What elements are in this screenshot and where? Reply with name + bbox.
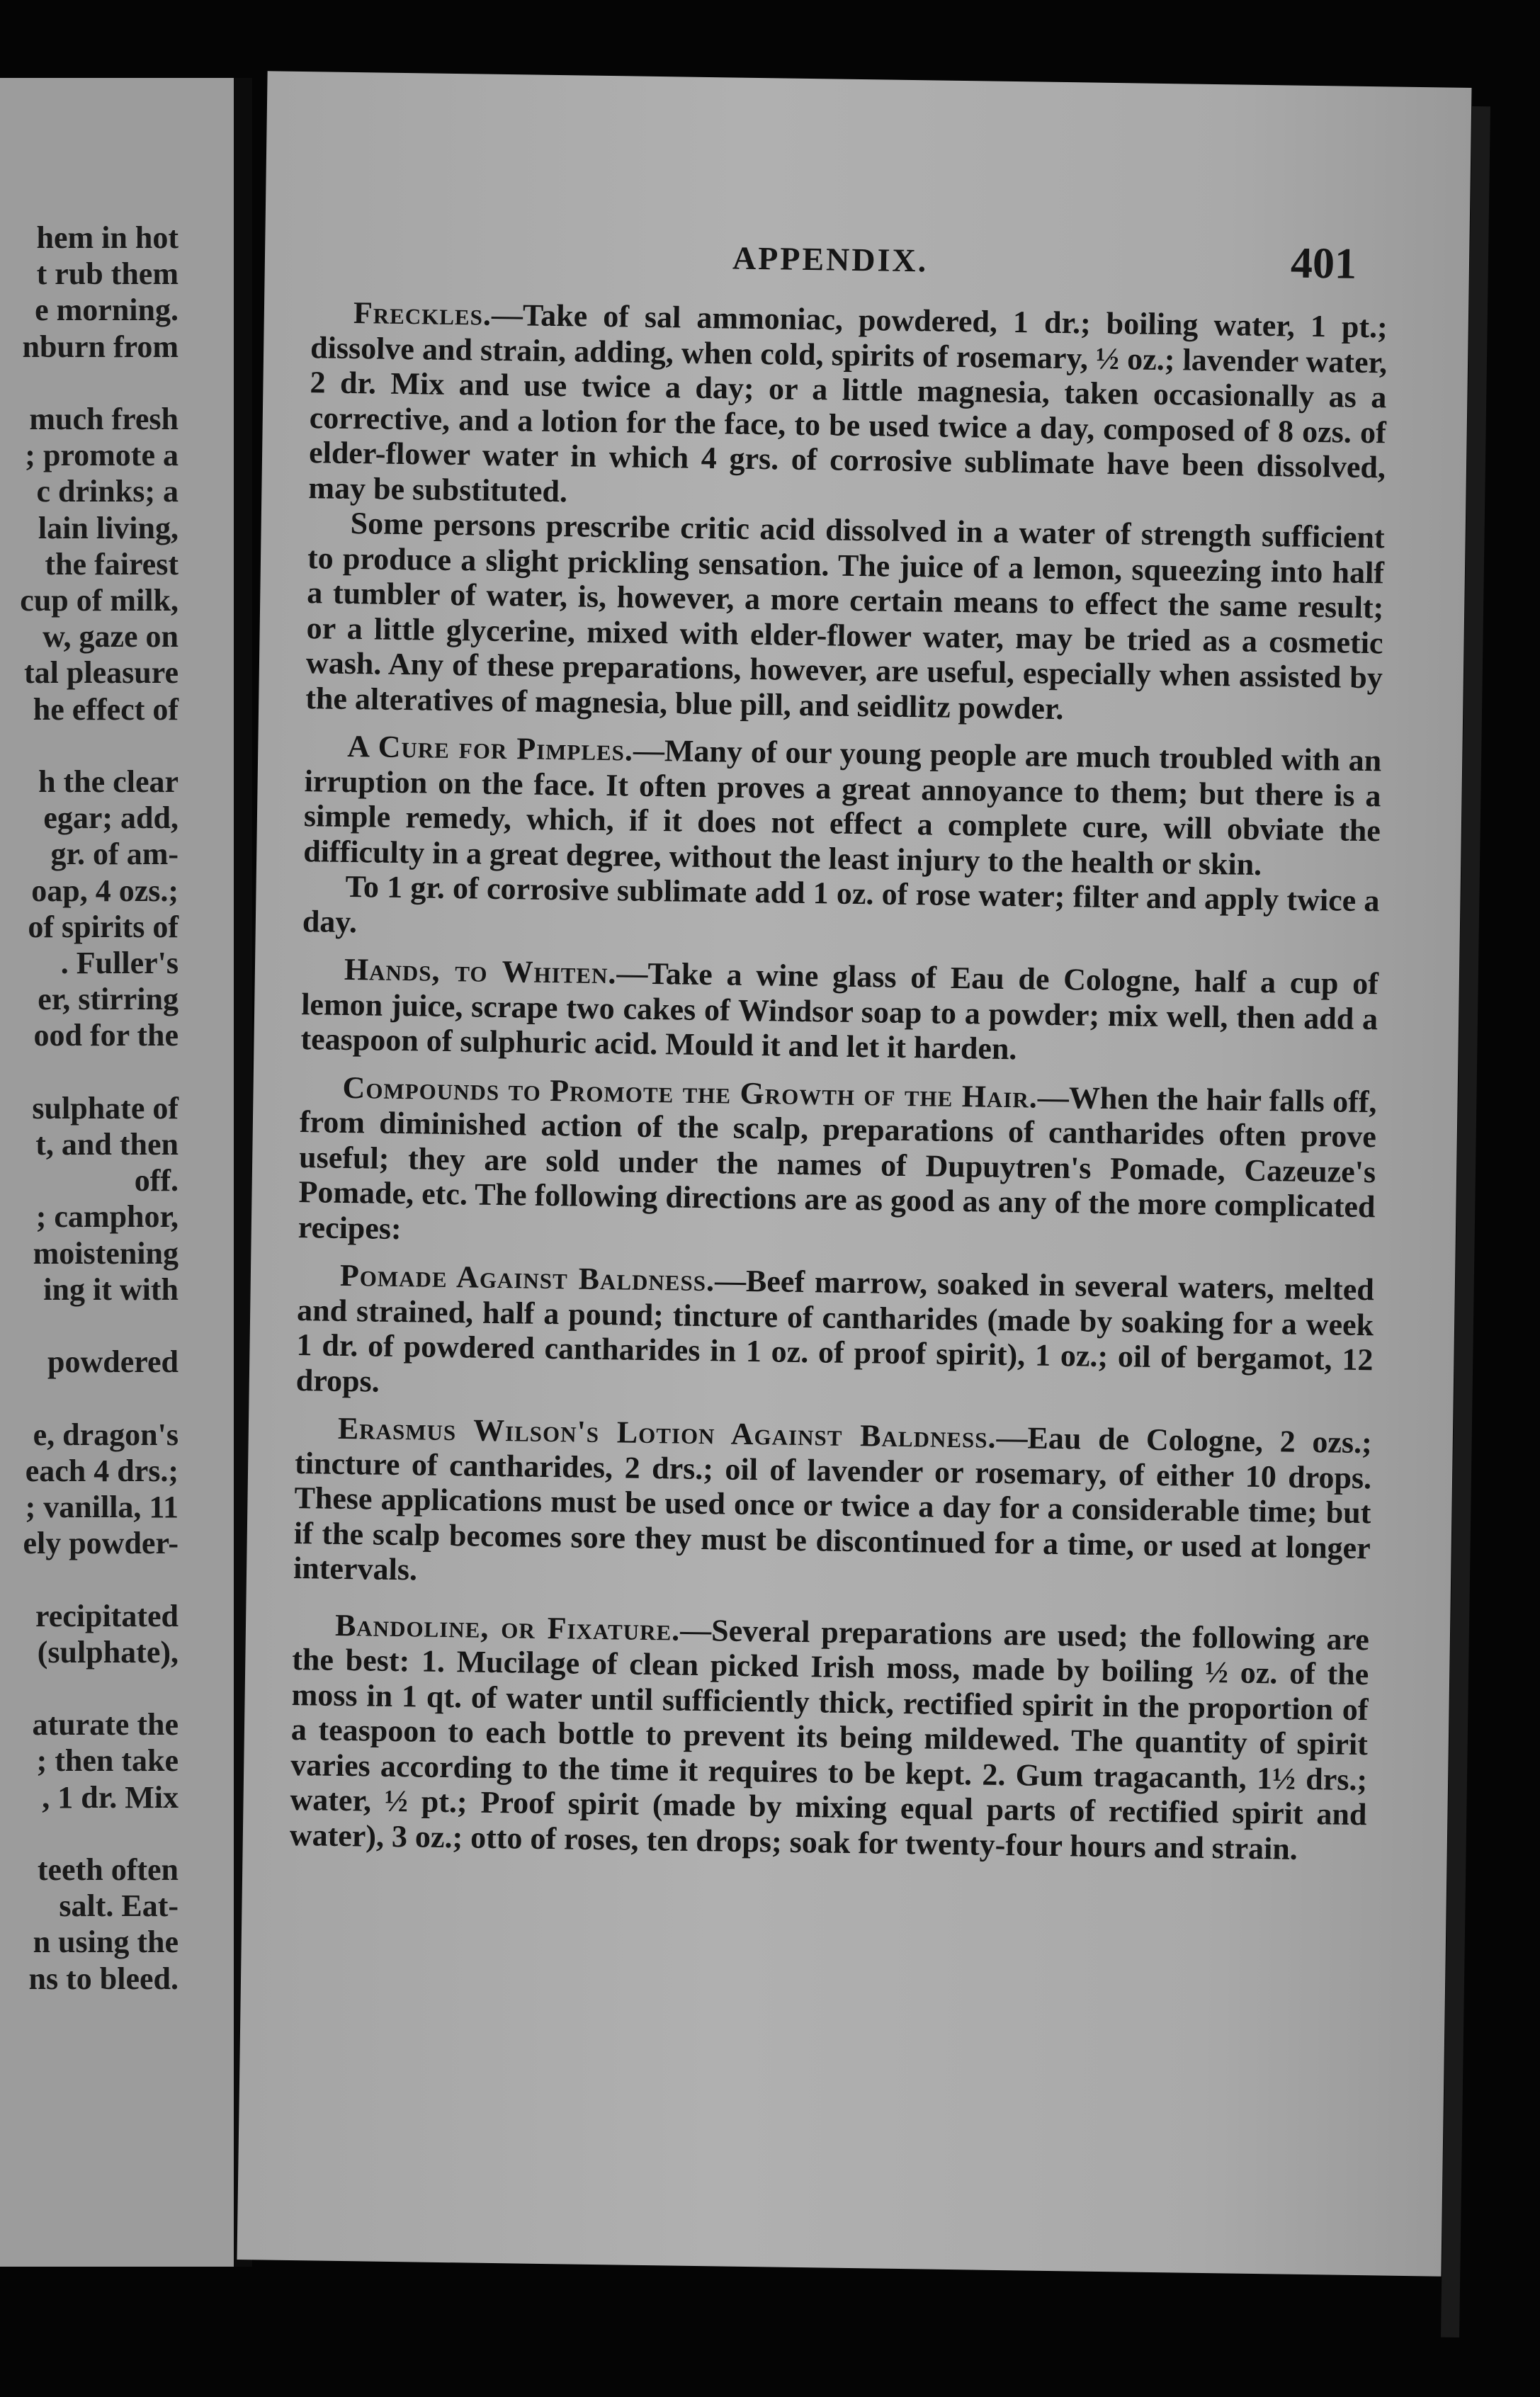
left-page-line: t, and then — [35, 1127, 179, 1162]
left-page-line: ; promote a — [25, 438, 179, 473]
left-page-line: ; then take — [36, 1743, 179, 1779]
page-number: 401 — [1290, 239, 1357, 288]
left-page-line: hem in hot — [36, 220, 179, 255]
paragraph-heading: Pomade Against Baldness. — [339, 1257, 715, 1298]
paragraph-heading: Freckles. — [353, 295, 492, 332]
left-page-line: (sulphate), — [37, 1634, 179, 1670]
left-page-line: e morning. — [35, 293, 179, 328]
paragraph — [302, 868, 1380, 953]
paragraph-heading: Compounds to Promote the Growth of the Hair. — [342, 1070, 1038, 1115]
paragraph-heading: Hands, to Whiten. — [344, 951, 617, 991]
left-page-line: ely powder- — [23, 1526, 179, 1561]
left-page-line: gr. of am- — [50, 837, 179, 872]
left-page-line: n using the — [33, 1925, 179, 1960]
left-page-line: ns to bleed. — [28, 1961, 179, 1996]
left-page-line: off. — [134, 1163, 179, 1198]
paragraph-heading: Bandoline, or Fixature. — [334, 1607, 681, 1648]
paragraph-heading: A Cure for Pimples. — [347, 728, 634, 768]
left-page-line: ; vanilla, 11 — [25, 1490, 179, 1524]
left-page-line: moistening — [33, 1235, 179, 1271]
left-page-line: egar; add, — [43, 800, 179, 836]
paragraph-text: —Beef marrow, soaked in several waters, melted and strained, half a pound; tincture of cantharides (made by soaking for a week 1 dr. of powdered cantharides in 1 oz. of proof spirit), 1 oz.; oil of bergamot, 12 drops. — [295, 1263, 1375, 1399]
paragraph — [308, 295, 1388, 520]
left-page-line: of spirits of — [28, 909, 179, 944]
paragraph-text: Some persons prescribe critic acid dissolved in a water of strength sufficient to produce a slight prickling sensation. The juice of a lemon, squeezing into half a tumbler of water, is, however, a more certain means to effect the same result; or a little glycerine, mixed with elder-flower water, may be tried as a cosmetic wash. Any of these preparations, however, are useful, especially when assisted by the alteratives of magnesia, blue pill, and seidlitz powder. — [305, 505, 1385, 726]
left-page-line: ing it with — [43, 1271, 179, 1307]
left-page-line: t rub them — [36, 256, 179, 292]
paragraph — [300, 951, 1378, 1072]
page-body — [290, 295, 1388, 1867]
left-page-line: h the clear — [38, 764, 179, 799]
left-page-line: ood for the — [33, 1018, 179, 1053]
paragraph-text: —Take of sal ammoniac, powdered, 1 dr.; boiling water, 1 pt.; dissolve and strain, adding, when cold, spirits of rosemary, ½ oz.; lavender water, 2 dr. Mix and use twice a day; or a little magnesia, taken occasionally as a corrective, and a lotion for the face, to be used twice a day, composed of 8 ozs. of elder-flower water in which 4 grs. of corrosive sublimate have been dissolved, may be substituted. — [308, 297, 1388, 509]
running-head: APPENDIX. — [732, 239, 929, 279]
paragraph-text: —Several preparations are used; the following are the best: 1. Mucilage of clean picked Irish moss, made by boiling ½ oz. of the moss in 1 qt. of water until sufficiently thick, rectified spirit in the proportion of a teaspoon to each bottle to prevent its being mildewed. The quantity of spirit varies according to the time it requires to be kept. 2. Gum tragacanth, 1½ drs.; water, ½ pt.; Proof spirit (made by mixing equal parts of rectified spirit and water), 3 oz.; otto of roses, ten drops; soak for twenty-four hours and strain. — [289, 1612, 1370, 1866]
left-page-line: nburn from — [22, 329, 179, 364]
left-page-line: sulphate of — [32, 1090, 179, 1126]
left-page-line: c drinks; a — [36, 474, 179, 509]
paragraph-heading: Erasmus Wilson's Lotion Against Baldness. — [337, 1410, 997, 1455]
left-page-line: the fairest — [45, 546, 179, 582]
left-page-line: much fresh — [29, 402, 179, 436]
paragraph-text: —When the hair falls off, from diminished action of the scalp, preparations of cantharides often prove useful; they are sold under the names of Dupuytren's Pomade, Cazeuze's Pomade, etc. The following directions are as good as any of the more complicated recipes: — [298, 1080, 1377, 1246]
paragraph — [303, 728, 1382, 883]
paragraph — [296, 1257, 1375, 1412]
paragraph — [305, 505, 1385, 730]
left-page-fragment — [0, 78, 234, 2267]
left-page-line: er, stirring — [38, 982, 179, 1017]
left-page-line: ; camphor, — [35, 1199, 179, 1235]
left-page-line: cup of milk, — [20, 583, 179, 618]
left-page-line: e, dragon's — [33, 1417, 179, 1452]
left-page-line: w, gaze on — [43, 619, 179, 654]
left-page-line: oap, 4 ozs.; — [31, 873, 179, 908]
paragraph-text: —Take a wine glass of Eau de Cologne, half a cup of lemon juice, scrape two cakes of Windsor soap to a powder; mix well, then add a teaspoon of sulphuric acid. Mould it and let it harden. — [300, 956, 1379, 1067]
left-page-line: salt. Eat- — [59, 1888, 179, 1924]
left-page-line: aturate the — [32, 1707, 179, 1742]
left-page-line: lain living, — [38, 510, 179, 545]
left-page-line: tal pleasure — [24, 655, 179, 691]
left-page-line: each 4 drs.; — [25, 1453, 179, 1488]
paragraph-text: —Eau de Cologne, 2 ozs.; tincture of cantharides, 2 drs.; oil of lavender or rosemary, of either 10 drops. These applications must be used once or twice a day for a considerable time; but if the scalp becomes sore they must be discontinued for a time, or used at longer intervals. — [293, 1420, 1373, 1587]
left-page-line: recipitated — [35, 1598, 179, 1633]
paragraph-text: —Many of our young people are much troubled with an irruption on the face. It often proves a great annoyance to them; but there is a simple remedy, which, if it does not effect a complete cure, will obviate the difficulty in a great degree, without the least injury to the health or skin. — [302, 732, 1382, 882]
main-page — [237, 71, 1472, 2276]
left-page-line: teeth often — [37, 1852, 179, 1887]
left-page-line: . Fuller's — [60, 946, 179, 980]
left-page-line: , 1 dr. Mix — [42, 1779, 179, 1815]
paragraph — [293, 1410, 1372, 1601]
page-header — [264, 232, 1469, 306]
left-page-line: powdered — [47, 1344, 179, 1380]
paragraph-text: To 1 gr. of corrosive sublimate add 1 oz. of rose water; filter and apply twice a day. — [302, 868, 1380, 939]
left-page-line: he effect of — [33, 691, 179, 727]
paragraph — [298, 1070, 1377, 1260]
paragraph — [290, 1606, 1370, 1867]
